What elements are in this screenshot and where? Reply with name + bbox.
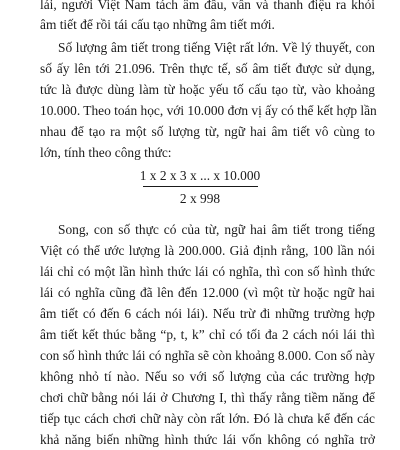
text-line: tức là được dùng làm từ hoặc yếu tố cấu tạo từ, vào khoảng (40, 82, 375, 97)
text-line: lái, người Việt Nam tách âm đầu, vần và thanh điệu ra khỏi (40, 0, 375, 12)
text-line: khả năng biến những hình thức lái vốn không có nghĩa trở (40, 432, 375, 447)
text-line: lái có nghĩa cũng đã lên đến 12.000 (vì một từ hoặc ngữ hai (40, 285, 375, 300)
text-line: lái chỉ có một lần hình thức lái có nghĩa, thì con số hình thức (40, 264, 375, 279)
text-line: nhau để tạo ra một số lượng từ, ngữ hai âm tiết vô cùng to (40, 124, 375, 139)
text-line: 10.000. Theo toán học, với 10.000 đơn vị ấy có thể kết hợp lần (40, 103, 377, 118)
text-line: âm tiết có đến 6 cách nói lái). Nếu trừ đi những trường hợp (40, 306, 375, 321)
formula-numerator: 1 x 2 x 3 x ... x 10.000 (139, 168, 261, 183)
formula-denominator: 2 x 998 (179, 191, 221, 206)
text-line: không nhỏ tí nào. Nếu so với số lượng của các trường hợp (40, 369, 375, 384)
text-line: số ấy lên tới 21.096. Trên thực tế, số âm tiết được sử dụng, (40, 61, 375, 76)
paragraph-first-line: Số lượng âm tiết trong tiếng Việt rất lớn. Về lý thuyết, con (58, 40, 375, 55)
text-line: con số hình thức lái có nghĩa sẽ còn khoảng 8.000. Con số này (40, 348, 375, 363)
text-line: âm tiết để rồi tái cấu tạo những âm tiết mới. (40, 17, 275, 32)
text-line: Việt có thể ước lượng là 200.000. Giả định rằng, 100 lần nói (40, 243, 375, 258)
text-line: tiếp tục cách chơi chữ này còn rất lớn. Đó là chưa kể đến các (40, 411, 375, 426)
text-line: chơi chữ bằng nói lái ở Chương I, thì thấy rằng tiềm năng để (40, 390, 375, 405)
fraction-bar (143, 186, 258, 187)
paragraph-first-line: Song, con số thực có của từ, ngữ hai âm tiết trong tiếng (58, 222, 375, 237)
text-line: âm tiết kết thúc bằng “p, t, k” chỉ có tối đa 2 cách nói lái thì (40, 327, 375, 342)
text-line: lớn, tính theo công thức: (40, 145, 172, 160)
